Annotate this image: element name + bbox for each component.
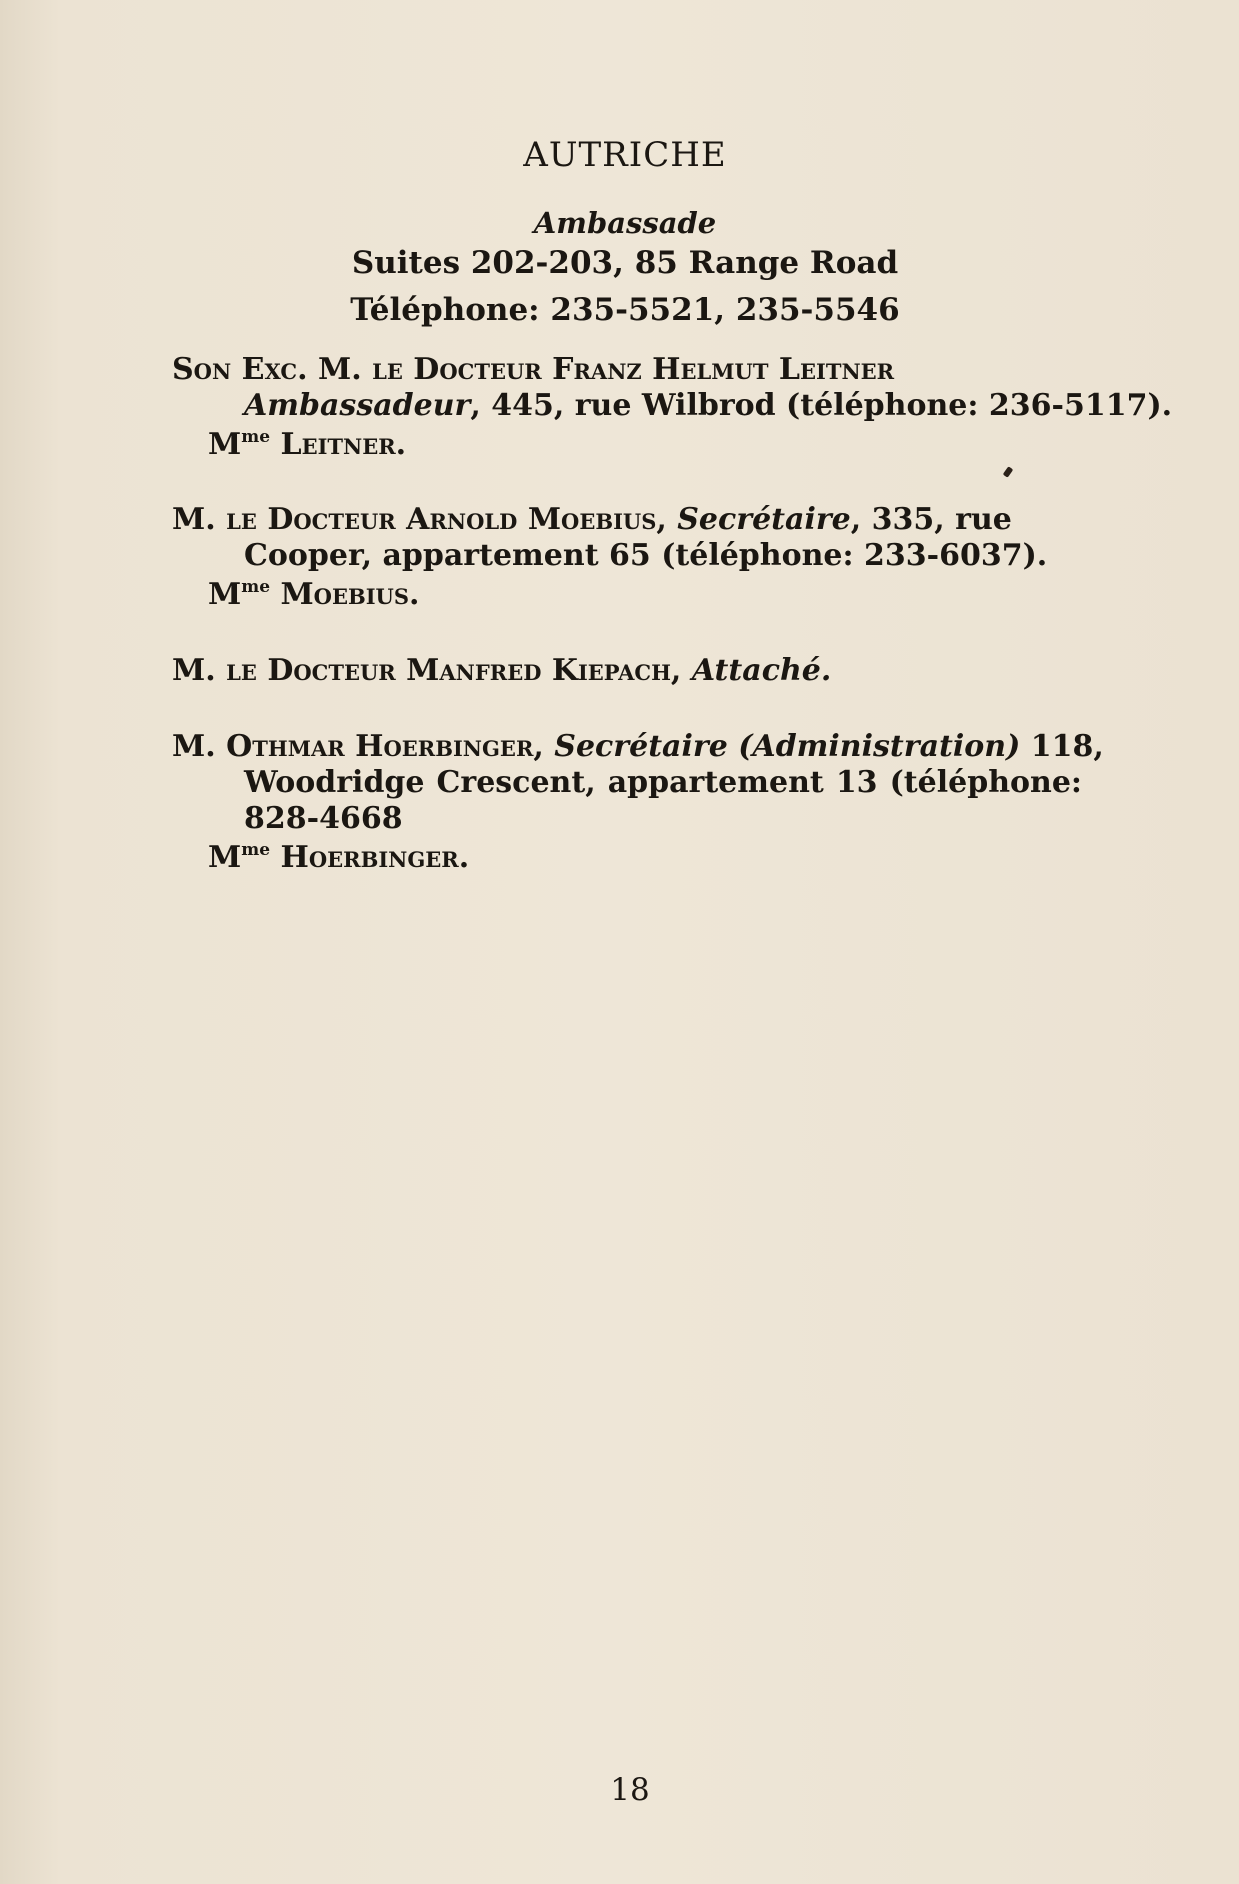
entry-address-start: 118, <box>1020 729 1104 764</box>
address-word: appartement <box>607 765 824 800</box>
page-number: 18 <box>610 1772 650 1808</box>
spouse-abbr-sup: me <box>241 427 271 447</box>
entry-spouse <box>208 840 469 875</box>
entry-address-start: , 335, rue <box>850 502 1012 537</box>
address-word: Woodridge <box>244 765 425 800</box>
entry-name-line <box>172 502 1082 538</box>
entry-name: M. le Docteur Arnold Moebius, <box>172 502 678 537</box>
entry-name: M. le Docteur Manfred Kiepach, <box>172 653 692 688</box>
entry-name-line <box>172 729 1104 765</box>
address-word: Crescent, <box>436 765 596 800</box>
mission-type-heading: Ambassade <box>533 206 717 240</box>
entry-detail-line <box>172 765 1082 801</box>
entry-spouse <box>208 427 406 462</box>
entry-address: , 445, rue Wilbrod (téléphone: 236-5117). <box>470 388 1173 423</box>
spouse-abbr: M <box>208 427 242 462</box>
entry-detail-line: Cooper, appartement 65 (téléphone: 233-6037). <box>244 538 1048 573</box>
spouse-abbr-sup: me <box>241 577 271 597</box>
country-heading: AUTRICHE <box>523 135 727 175</box>
spouse-abbr: M <box>208 577 242 612</box>
entry-secretary <box>172 502 1082 574</box>
entry-admin-secretary <box>172 729 1104 837</box>
entry-ambassador <box>172 352 1173 424</box>
entry-title: Ambassadeur <box>244 388 471 423</box>
entry-spouse <box>208 577 419 612</box>
spouse-abbr-sup: me <box>241 840 271 860</box>
ink-mark <box>1003 466 1014 478</box>
spouse-name: Hoerbinger. <box>270 840 470 875</box>
spouse-name: Moebius. <box>270 577 420 612</box>
address-word: (téléphone: <box>889 765 1082 800</box>
embassy-address: Suites 202-203, 85 Range Road <box>351 245 899 281</box>
entry-phone-line: 828-4668 <box>244 801 403 836</box>
entry-title: Secrétaire <box>677 502 851 537</box>
entry-title: Secrétaire (Administration) <box>554 729 1021 764</box>
entry-title: Attaché. <box>691 653 832 688</box>
entry-name-line: Son Exc. M. le Docteur Franz Helmut Leitner <box>172 352 895 387</box>
entry-attache <box>172 653 1082 689</box>
spouse-abbr: M <box>208 840 242 875</box>
address-word: 13 <box>835 765 878 800</box>
entry-detail-line <box>172 388 1173 424</box>
spouse-name: Leitner. <box>270 427 407 462</box>
entry-name-line <box>172 653 1082 689</box>
entry-name: M. Othmar Hoerbinger, <box>172 729 555 764</box>
embassy-phone: Téléphone: 235-5521, 235-5546 <box>350 292 900 328</box>
